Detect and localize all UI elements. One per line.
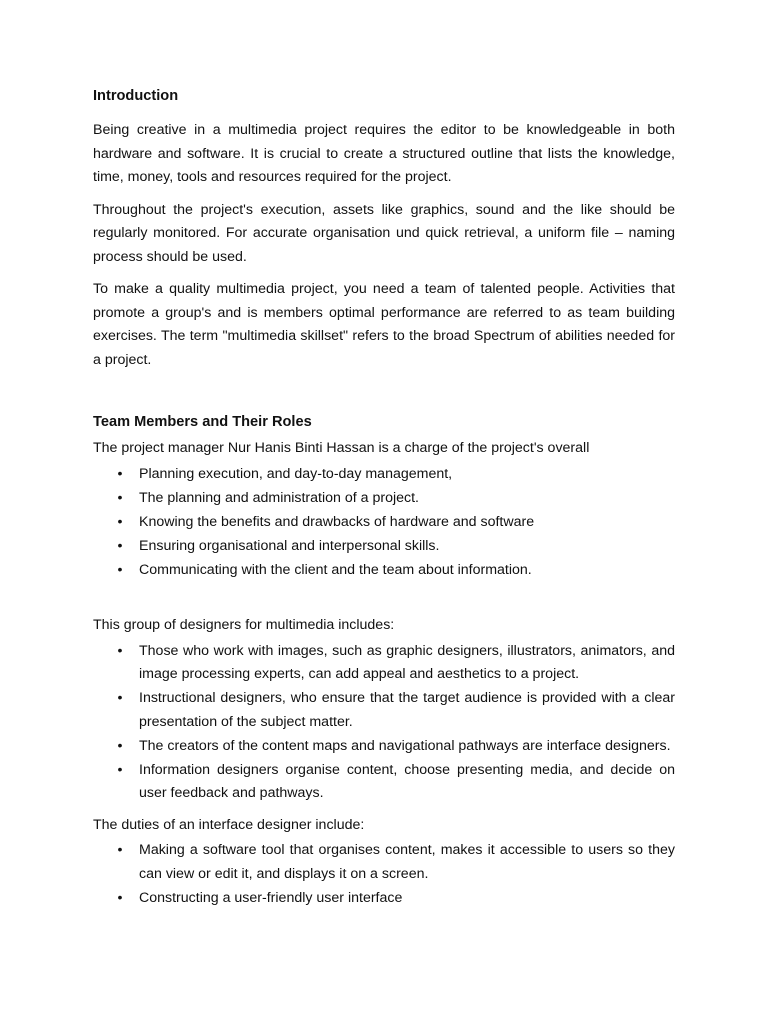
bullet-icon: • [117,537,123,554]
bullet-icon: • [117,561,123,578]
designers-intro: This group of designers for multimedia includes: [93,617,395,633]
bullet-icon: • [117,465,123,482]
list-item: • The creators of the content maps and navigational pathways are interface designers. [93,735,675,759]
bullet-icon: • [117,690,123,706]
manager-list [93,463,675,583]
intro-paragraph-1: Being creative in a multimedia project requires the editor to be knowledgeable in both hardware and software. It is crucial to create a structured outline that lists the knowledge, time, money, tools and resources required for the project. [93,122,675,185]
designers-list [93,640,675,806]
list-item: • Those who work with images, such as graphic designers, illustrators, animators, and image processing experts, can add appeal and aesthetics to a project. [93,640,675,687]
duties-list [93,839,675,910]
list-item: • Knowing the benefits and drawbacks of hardware and software [93,511,675,535]
bullet-icon: • [117,889,123,906]
bullet-icon: • [117,761,123,778]
list-item: • Making a software tool that organises content, makes it accessible to users so they can view or edit it, and displays it on a screen. [93,839,675,886]
list-item: • Constructing a user-friendly user interface [93,887,675,911]
bullet-icon: • [117,737,123,754]
introduction-heading: Introduction [93,88,179,104]
document-page [93,86,675,911]
bullet-icon: • [117,513,123,530]
manager-intro: The project manager Nur Hanis Binti Hassan is a charge of the project's overall [93,440,590,456]
bullet-icon: • [117,642,123,659]
list-item: • The planning and administration of a project. [93,487,675,511]
list-item: • Planning execution, and day-to-day management, [93,463,675,487]
bullet-icon: • [117,489,123,506]
list-item: • Ensuring organisational and interpersonal skills. [93,535,675,559]
bullet-icon: • [117,842,123,858]
intro-paragraph-2: Throughout the project's execution, assets like graphics, sound and the like should be regularly monitored. For accurate organisation und quick retrieval, a uniform file – naming process should be used. [93,201,675,265]
list-item: • Information designers organise content, choose presenting media, and decide on user feedback and pathways. [93,759,675,806]
team-heading: Team Members and Their Roles [93,414,312,430]
list-item: • Communicating with the client and the team about information. [93,559,675,583]
duties-intro: The duties of an interface designer include: [93,816,365,833]
intro-paragraph-3: To make a quality multimedia project, you need a team of talented people. Activities that promote a group's and is members optimal performance are referred to as team building exercises. The term "multimedia skillset" refers to the broad Spectrum of abilities needed for a project. [93,281,675,368]
list-item: • Instructional designers, who ensure that the target audience is provided with a clear presentation of the subject matter. [93,687,675,734]
